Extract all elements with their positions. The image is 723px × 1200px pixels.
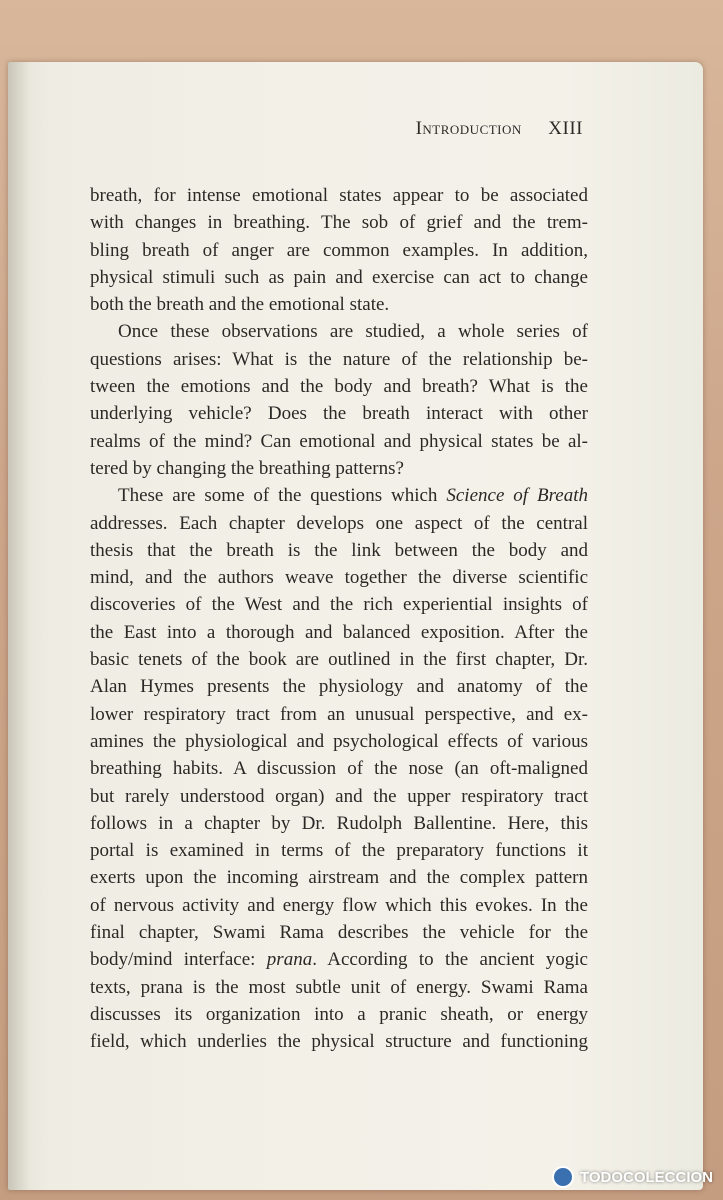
text-line: texts, prana is the most subtle unit of energy. Swami Rama xyxy=(90,976,588,998)
text-line: bling breath of anger are common examples. In addition, xyxy=(90,239,588,261)
running-title: Introduction xyxy=(415,118,522,139)
text-line: amines the physiological and psychological effects of various xyxy=(90,730,588,752)
text-line: tered by changing the breathing patterns? xyxy=(90,457,404,479)
text-line: Once these observations are studied, a whole series of xyxy=(118,321,588,343)
text-line: with changes in breathing. The sob of grief and the trem- xyxy=(90,212,588,234)
watermark xyxy=(552,1166,713,1188)
text-line-with-title xyxy=(90,482,588,509)
spine-shadow xyxy=(8,62,30,1190)
text-line: but rarely understood organ) and the upper respiratory tract xyxy=(90,785,588,807)
text-line: the East into a thorough and balanced exposition. After the xyxy=(90,621,588,643)
text-line: portal is examined in terms of the preparatory functions it xyxy=(90,840,588,862)
text-line: breath, for intense emotional states appear to be associated xyxy=(90,185,588,206)
text-fragment: . According to the ancient yogic xyxy=(312,949,588,971)
italic-term: prana xyxy=(266,949,313,971)
text-line: tween the emotions and the body and breath? What is the xyxy=(90,376,588,398)
book-title: Science of Breath xyxy=(446,485,588,507)
folio: XIII xyxy=(548,118,583,139)
text-line: discusses its organization into a pranic sheath, or energy xyxy=(90,1003,588,1025)
text-line: realms of the mind? Can emotional and physical states be al- xyxy=(90,430,588,452)
text-line: underlying vehicle? Does the breath interact with other xyxy=(90,403,588,425)
text-line: basic tenets of the book are outlined in the first chapter, Dr. xyxy=(90,649,588,671)
watermark-logo-icon xyxy=(552,1166,574,1188)
text-line: physical stimuli such as pain and exercise can act to change xyxy=(90,266,588,288)
text-line-with-term xyxy=(90,946,588,973)
watermark-text: TODOCOLECCION xyxy=(579,1168,713,1186)
running-head xyxy=(416,118,583,140)
text-fragment: These are some of the questions which xyxy=(118,485,447,507)
text-line: thesis that the breath is the link between the body and xyxy=(90,539,588,561)
text-line: of nervous activity and energy flow which this evokes. In the xyxy=(90,894,588,916)
text-line: addresses. Each chapter develops one aspect of the central xyxy=(90,512,588,534)
text-line: exerts upon the incoming airstream and the complex pattern xyxy=(90,867,588,889)
text-line: final chapter, Swami Rama describes the vehicle for the xyxy=(90,922,588,944)
text-line: Alan Hymes presents the physiology and anatomy of the xyxy=(90,676,588,698)
text-line: breathing habits. A discussion of the nose (an oft-maligned xyxy=(90,758,588,780)
text-line: discoveries of the West and the rich experiential insights of xyxy=(90,594,588,616)
text-line: questions arises: What is the nature of the relationship be- xyxy=(90,348,588,370)
text-line: field, which underlies the physical structure and functioning xyxy=(90,1031,588,1053)
body-text xyxy=(90,182,588,1056)
text-line: lower respiratory tract from an unusual perspective, and ex- xyxy=(90,703,588,725)
text-line: mind, and the authors weave together the diverse scientific xyxy=(90,567,588,589)
text-fragment: body/mind interface: xyxy=(90,949,267,971)
text-line: follows in a chapter by Dr. Rudolph Ballentine. Here, this xyxy=(90,812,588,834)
text-line: both the breath and the emotional state. xyxy=(90,294,390,316)
